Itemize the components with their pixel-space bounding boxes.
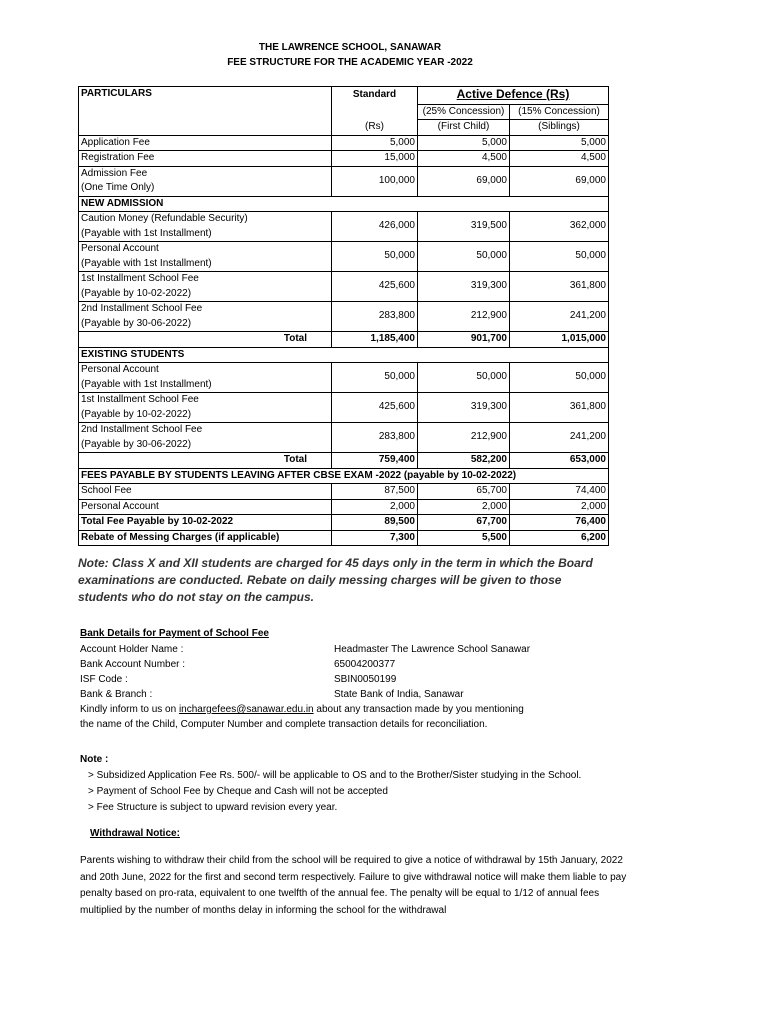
table-header-row [79, 87, 609, 105]
existing-students-heading: EXISTING STUDENTS [79, 347, 609, 363]
table-row: Registration Fee 15,000 4,500 4,500 [79, 151, 609, 167]
table-row: 2nd Installment School Fee (Payable by 30-06-2022) 283,800 212,900 241,200 [79, 423, 609, 453]
school-name: THE LAWRENCE SCHOOL, SANAWAR [258, 42, 442, 53]
note-item: > Subsidized Application Fee Rs. 500/- will be applicable to OS and to the Brother/Sister studying in the School. [88, 770, 582, 781]
rs-header: (Rs) [332, 120, 418, 136]
bank-details-heading: Bank Details for Payment of School Fee [80, 628, 269, 639]
table-row: Application Fee 5,000 5,000 5,000 [79, 135, 609, 151]
standard-header: Standard [332, 87, 418, 105]
concession-15-header: (15% Concession) [510, 104, 609, 120]
bank-row: Bank & Branch : State Bank of India, Sanawar [80, 689, 464, 700]
new-admission-heading: NEW ADMISSION [79, 196, 609, 212]
section-row [79, 196, 609, 212]
active-defence-header: Active Defence (Rs) [418, 87, 609, 105]
total-row: Total Fee Payable by 10-02-2022 89,500 67,700 76,400 [79, 515, 609, 531]
withdrawal-heading: Withdrawal Notice: [90, 828, 180, 839]
bank-details [80, 642, 700, 732]
total-row: Total 1,185,400 901,700 1,015,000 [79, 332, 609, 348]
note-item: > Payment of School Fee by Cheque and Cash will not be accepted [88, 786, 388, 797]
table-row: Personal Account (Payable with 1st Installment) 50,000 50,000 50,000 [79, 242, 609, 272]
messing-note: Note: Class X and XII students are charged for 45 days only in the term in which the Board examinations are conducted. Rebate on daily messing charges will be given to those students who do not stay on the campus. [78, 556, 593, 604]
concession-25-header: (25% Concession) [418, 104, 510, 120]
table-header-row [79, 120, 609, 136]
notes-heading: Note : [80, 754, 109, 765]
bank-row: Account Holder Name : Headmaster The Lawrence School Sanawar [80, 644, 531, 655]
section-row [79, 468, 609, 484]
table-row: Admission Fee (One Time Only) 100,000 69,000 69,000 [79, 166, 609, 196]
fees-email-link[interactable]: inchargefees@sanawar.edu.in [178, 704, 314, 715]
note-item: > Fee Structure is subject to upward revision every year. [88, 802, 338, 813]
siblings-header: (Siblings) [510, 120, 609, 136]
table-row: Personal Account (Payable with 1st Installment) 50,000 50,000 50,000 [79, 363, 609, 393]
table-row: 2nd Installment School Fee (Payable by 30-06-2022) 283,800 212,900 241,200 [79, 302, 609, 332]
table-header-row [79, 104, 609, 120]
leaving-students-heading: FEES PAYABLE BY STUDENTS LEAVING AFTER CBSE EXAM -2022 (payable by 10-02-2022) [79, 468, 609, 484]
inform-line: Kindly inform to us on inchargefees@sanawar.edu.in about any transaction made by you mentioning [80, 704, 524, 715]
notes-section [80, 752, 720, 816]
rebate-row: Rebate of Messing Charges (if applicable) 7,300 5,500 6,200 [79, 530, 609, 546]
table-row: 1st Installment School Fee (Payable by 10-02-2022) 425,600 319,300 361,800 [79, 393, 609, 423]
fee-table [78, 86, 609, 546]
particulars-header: PARTICULARS [79, 87, 332, 105]
bank-row: Bank Account Number : 65004200377 [80, 659, 396, 670]
table-row: Personal Account 2,000 2,000 2,000 [79, 499, 609, 515]
inform-line-2: the name of the Child, Computer Number and complete transaction details for reconciliation. [80, 719, 488, 730]
withdrawal-paragraph: Parents wishing to withdraw their child from the school will be required to give a notice of withdrawal by 15th January, 2022 and 20th June, 2022 for the first and second term respectively. Failure to give withdrawal notice will make them liable to pay penalty based on pro-rata, equivalent to one twelfth of the annual fee. The penalty will be equal to 1/12 of annual fees multiplied by the number of months delay in informing the school for the withdrawal [80, 855, 627, 916]
bank-row: ISF Code : SBIN0050199 [80, 674, 397, 685]
table-row: School Fee 87,500 65,700 74,400 [79, 484, 609, 500]
total-row: Total 759,400 582,200 653,000 [79, 453, 609, 469]
section-row [79, 347, 609, 363]
table-row: Caution Money (Refundable Security) (Payable with 1st Installment) 426,000 319,500 362,000 [79, 212, 609, 242]
first-child-header: (First Child) [418, 120, 510, 136]
fee-structure-title: FEE STRUCTURE FOR THE ACADEMIC YEAR -2022 [227, 57, 473, 68]
table-row: 1st Installment School Fee (Payable by 10-02-2022) 425,600 319,300 361,800 [79, 272, 609, 302]
